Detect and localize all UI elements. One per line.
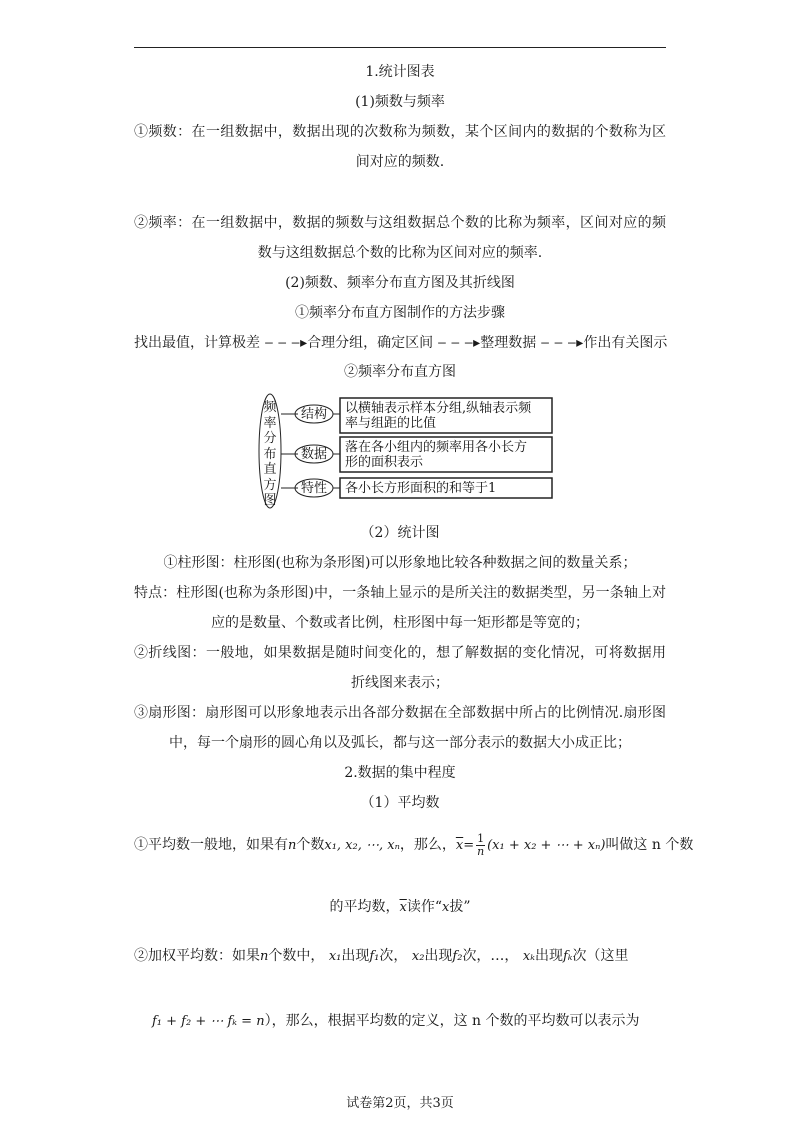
node-label-data: 数据 (300, 447, 327, 462)
header-rule (134, 47, 666, 48)
weighted-text: 出现 (534, 948, 563, 964)
math-fk: fₖ (562, 949, 573, 964)
weighted-text: 次，…， (462, 948, 519, 964)
weighted-mean-line1 (134, 942, 629, 971)
structure-desc-line2: 率与组距的比值 (345, 416, 437, 431)
center-char: 率 (263, 415, 277, 431)
dashed-arrow-icon: ‒ ‒ ‒▸ (536, 335, 584, 351)
fraction-denominator: n (477, 844, 485, 858)
step-3: 整理数据 (480, 335, 537, 351)
center-char: 分 (263, 431, 277, 446)
property-desc: 各小长方形面积的和等于1 (345, 481, 497, 496)
weighted-text: 出现 (341, 948, 370, 964)
steps-line (134, 333, 666, 353)
data-desc-line2: 形的面积表示 (345, 455, 424, 470)
mean-text: ，那么， (399, 837, 456, 853)
mean-definition-line2 (0, 897, 800, 918)
math-condition: f₁ + f₂ + ⋯ fₖ = n (152, 1014, 265, 1029)
center-char: 直 (263, 462, 277, 477)
mean-text: 个数 (296, 837, 325, 853)
mean-text: 读作“ (406, 899, 442, 915)
math-fraction (476, 833, 485, 858)
mean-text: 的平均数， (329, 899, 400, 915)
weighted-text: 次， (379, 948, 408, 964)
diagram-center-label (261, 400, 279, 509)
dashed-arrow-icon: ‒ ‒ ‒▸ (433, 335, 481, 351)
step-2: 合理分组，确定区间 (307, 335, 434, 351)
math-eq: = (463, 838, 475, 853)
bar-chart-definition: ①柱形图：柱形图(也称为条形图)可以形象地比较各种数据之间的数量关系； (163, 555, 637, 571)
math-xk: xₖ (522, 949, 535, 964)
mean-text: 拔” (449, 899, 471, 915)
weighted-text: 个数中， (268, 948, 325, 964)
weighted-text: ），那么，根据平均数的定义，这 n 个数的平均数可以表示为 (264, 1013, 640, 1029)
frequency-definition-line2: 间对应的频数. (355, 154, 445, 170)
histogram-subtitle: ②频率分布直方图 (344, 364, 456, 380)
math-x1: x₁ (328, 949, 342, 964)
center-char: 图 (263, 493, 277, 508)
math-x-bar: $\overline{x}$ (455, 838, 464, 853)
weighted-text: 次（这里 (572, 948, 629, 964)
fraction-numerator: 1 (477, 831, 485, 845)
math-x2: x₂ (411, 949, 425, 964)
math-n: n (288, 838, 297, 853)
data-desc-line1: 落在各小组内的频率用各小长方 (345, 440, 528, 455)
center-char: 方 (263, 477, 277, 493)
math-n: n (260, 949, 269, 964)
node-label-structure: 结构 (300, 407, 327, 422)
subheading-mean: （1）平均数 (360, 795, 440, 811)
pie-chart-line2: 中，每一个扇形的圆心角以及弧长，都与这一部分表示的数据大小成正比； (169, 735, 631, 751)
bar-feature-line1: 特点：柱形图(也称为条形图)中，一条轴上显示的是所关注的数据类型，另一条轴上对 (134, 585, 666, 601)
weighted-mean-line2 (152, 1011, 640, 1032)
subheading-frequency: (1)频数与频率 (355, 94, 445, 110)
mean-text: 叫做这 n 个数 (605, 837, 694, 853)
math-x: x (442, 900, 450, 915)
subheading-histogram: (2)频数、频率分布直方图及其折线图 (285, 275, 515, 291)
section-heading-2: 2.数据的集中程度 (344, 765, 456, 781)
rate-definition-line1: ②频率：在一组数据中，数据的频数与这组数据总个数的比称为频率，区间对应的频 (134, 215, 666, 231)
math-f1: f₁ (369, 949, 380, 964)
histogram-concept-diagram (258, 392, 554, 510)
mean-definition-line1 (134, 832, 693, 859)
math-sum: (x₁ + x₂ + ⋯ + xₙ) (487, 838, 606, 853)
dashed-arrow-icon: ‒ ‒ ‒▸ (260, 335, 308, 351)
bar-feature-line2: 应的是数量、个数或者比例，柱形图中每一矩形都是等宽的； (211, 615, 589, 631)
line-chart-line1: ②折线图：一般地，如果数据是随时间变化的，想了解数据的变化情况，可将数据用 (134, 645, 666, 661)
weighted-text: ②加权平均数：如果 (134, 948, 260, 964)
rate-definition-line2: 数与这组数据总个数的比称为区间对应的频率. (257, 245, 543, 261)
steps-title: ①频率分布直方图制作的方法步骤 (295, 305, 505, 321)
pie-chart-line1: ③扇形图：扇形图可以形象地表示出各部分数据在全部数据中所占的比例情况.扇形图 (134, 705, 666, 721)
node-label-property: 特性 (300, 481, 327, 496)
weighted-text: 出现 (424, 948, 453, 964)
step-1: 找出最值，计算极差 (134, 335, 260, 351)
section-heading-1: 1.统计图表 (365, 64, 435, 80)
center-char: 频 (263, 400, 277, 415)
mean-text: ①平均数一般地，如果有 (134, 837, 288, 853)
center-char: 布 (263, 446, 277, 462)
math-x-bar: $\overline{x}$ (399, 900, 407, 915)
subheading-charts: （2）统计图 (360, 525, 440, 541)
step-4: 作出有关图示 (583, 335, 668, 351)
math-f2: f₂ (452, 949, 463, 964)
line-chart-line2: 折线图来表示； (351, 675, 449, 691)
page-footer: 试卷第2页，共3页 (346, 1096, 454, 1111)
frequency-definition-line1: ①频数：在一组数据中，数据出现的次数称为频数，某个区间内的数据的个数称为区 (134, 124, 666, 140)
structure-desc-line1: 以横轴表示样本分组,纵轴表示频 (345, 401, 532, 416)
math-x-list: x₁, x₂, ⋯, xₙ (324, 838, 400, 853)
